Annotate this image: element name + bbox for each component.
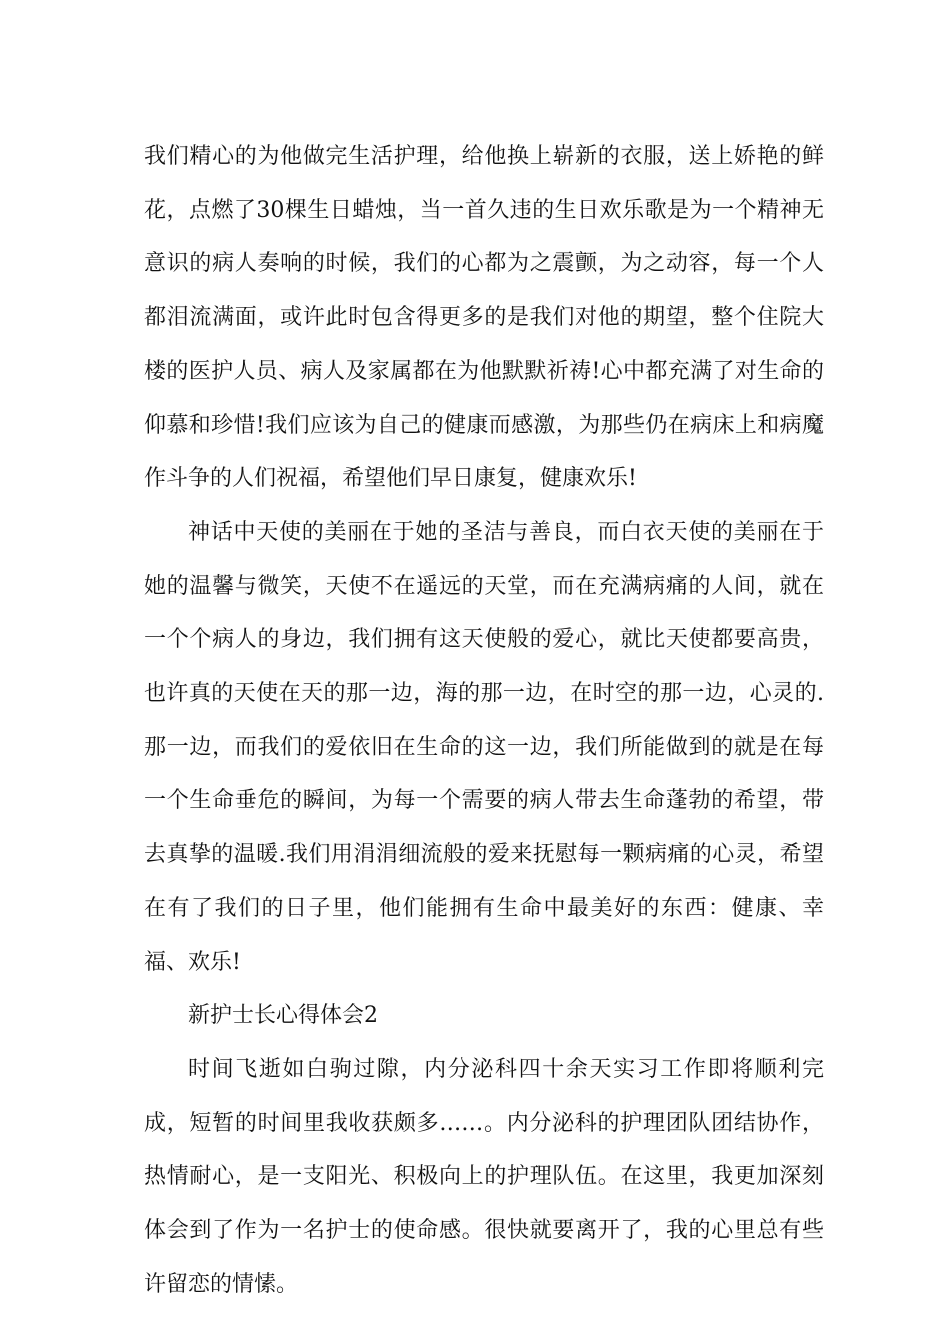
paragraph-white-angel: 神话中天使的美丽在于她的圣洁与善良，而白衣天使的美丽在于她的温馨与微笑，天使不在遥远的天堂，而在充满病痛的人间，就在一个个病人的身边，我们拥有这天使般的爱心，就比天使都要高贵，也许真的天使在天的那一边，海的那一边，在时空的那一边，心灵的.那一边，而我们的爱依旧在生命的这一边，我们所能做到的就是在每一个生命垂危的瞬间，为每一个需要的病人带去生命蓬勃的希望，带去真挚的温暖.我们用涓涓细流般的爱来抚慰每一颗病痛的心灵，希望在有了我们的日子里，他们能拥有生命中最美好的东西：健康、幸福、欢乐! xyxy=(144,519,824,975)
document-body xyxy=(144,130,824,1311)
paragraph-birthday-care: 我们精心的为他做完生活护理，给他换上崭新的衣服，送上娇艳的鲜花，点燃了30棵生日蜡烛，当一首久违的生日欢乐歌是为一个精神无意识的病人奏响的时候，我们的心都为之震颤，为之动容，每一个人都泪流满面，或许此时包含得更多的是我们对他的期望，整个住院大楼的医护人员、病人及家属都在为他默默祈祷!心中都充满了对生命的仰慕和珍惜!我们应该为自己的健康而感激，为那些仍在病床上和病魔作斗争的人们祝福，希望他们早日康复，健康欢乐! xyxy=(144,144,824,492)
paragraph-internship: 时间飞逝如白驹过隙，内分泌科四十余天实习工作即将顺利完成，短暂的时间里我收获颇多……。内分泌科的护理团队团结协作，热情耐心，是一支阳光、积极向上的护理队伍。在这里，我更加深刻体会到了作为一名护士的使命感。很快就要离开了，我的心里总有些许留恋的情愫。 xyxy=(144,1056,824,1297)
section-heading: 新护士长心得体会2 xyxy=(188,1003,378,1029)
